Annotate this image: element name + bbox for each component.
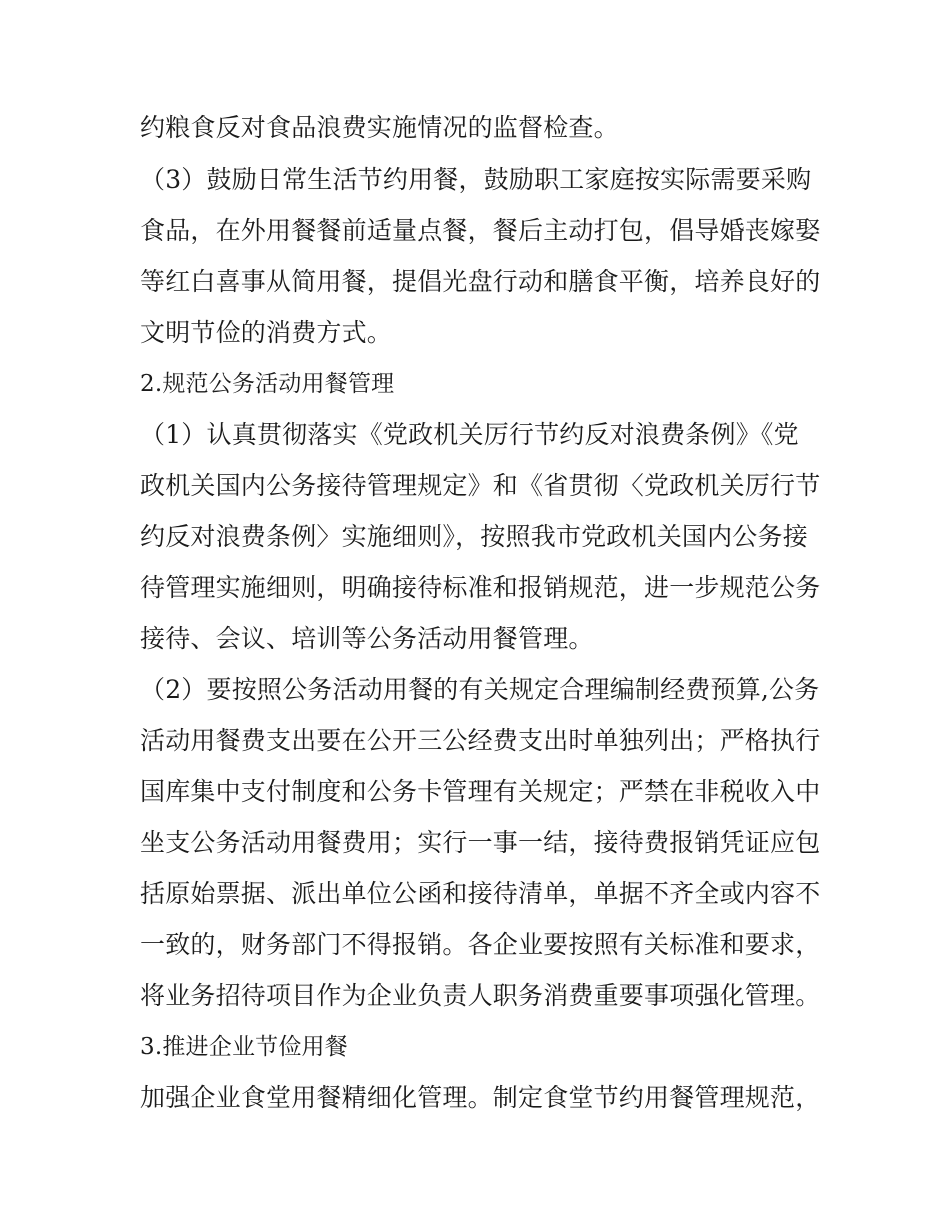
paragraph-line: 活动用餐费支出要在公开三公经费支出时单独列出；严格执行 — [140, 726, 820, 755]
section-heading: 2.规范公务活动用餐管理 — [140, 371, 395, 397]
paragraph-line: 等红白喜事从简用餐，提倡光盘行动和膳食平衡，培养良好的 — [140, 267, 820, 296]
paragraph-line: （2）要按照公务活动用餐的有关规定合理编制经费预算,公务 — [140, 675, 820, 704]
paragraph-line: 约反对浪费条例〉实施细则》，按照我市党政机关国内公务接 — [140, 522, 808, 551]
paragraph-line: 国库集中支付制度和公务卡管理有关规定；严禁在非税收入中 — [140, 777, 820, 806]
paragraph-line: （1）认真贯彻落实《党政机关厉行节约反对浪费条例》《党 — [140, 420, 799, 449]
paragraph-line: 加强企业食堂用餐精细化管理。制定食堂节约用餐管理规范， — [140, 1083, 820, 1112]
paragraph-line: 括原始票据、派出单位公函和接待清单，单据不齐全或内容不 — [140, 879, 820, 908]
paragraph-line: 坐支公务活动用餐费用；实行一事一结，接待费报销凭证应包 — [140, 828, 820, 857]
paragraph-line: 待管理实施细则，明确接待标准和报销规范，进一步规范公务 — [140, 573, 820, 602]
paragraph-line: 接待、会议、培训等公务活动用餐管理。 — [140, 624, 594, 653]
paragraph-line: 约粮食反对食品浪费实施情况的监督检查。 — [140, 113, 619, 142]
paragraph-line: （3）鼓励日常生活节约用餐，鼓励职工家庭按实际需要采购 — [140, 165, 812, 194]
section-heading: 3.推进企业节俭用餐 — [140, 1034, 348, 1060]
paragraph-line: 将业务招待项目作为企业负责人职务消费重要事项强化管理。 — [140, 981, 820, 1010]
paragraph-line: 文明节俭的消费方式。 — [140, 318, 393, 347]
paragraph-line: 食品，在外用餐餐前适量点餐，餐后主动打包，倡导婚丧嫁娶 — [140, 216, 820, 245]
paragraph-line: 政机关国内公务接待管理规定》和《省贯彻〈党政机关厉行节 — [140, 471, 820, 500]
paragraph-line: 一致的，财务部门不得报销。各企业要按照有关标准和要求， — [140, 930, 820, 959]
